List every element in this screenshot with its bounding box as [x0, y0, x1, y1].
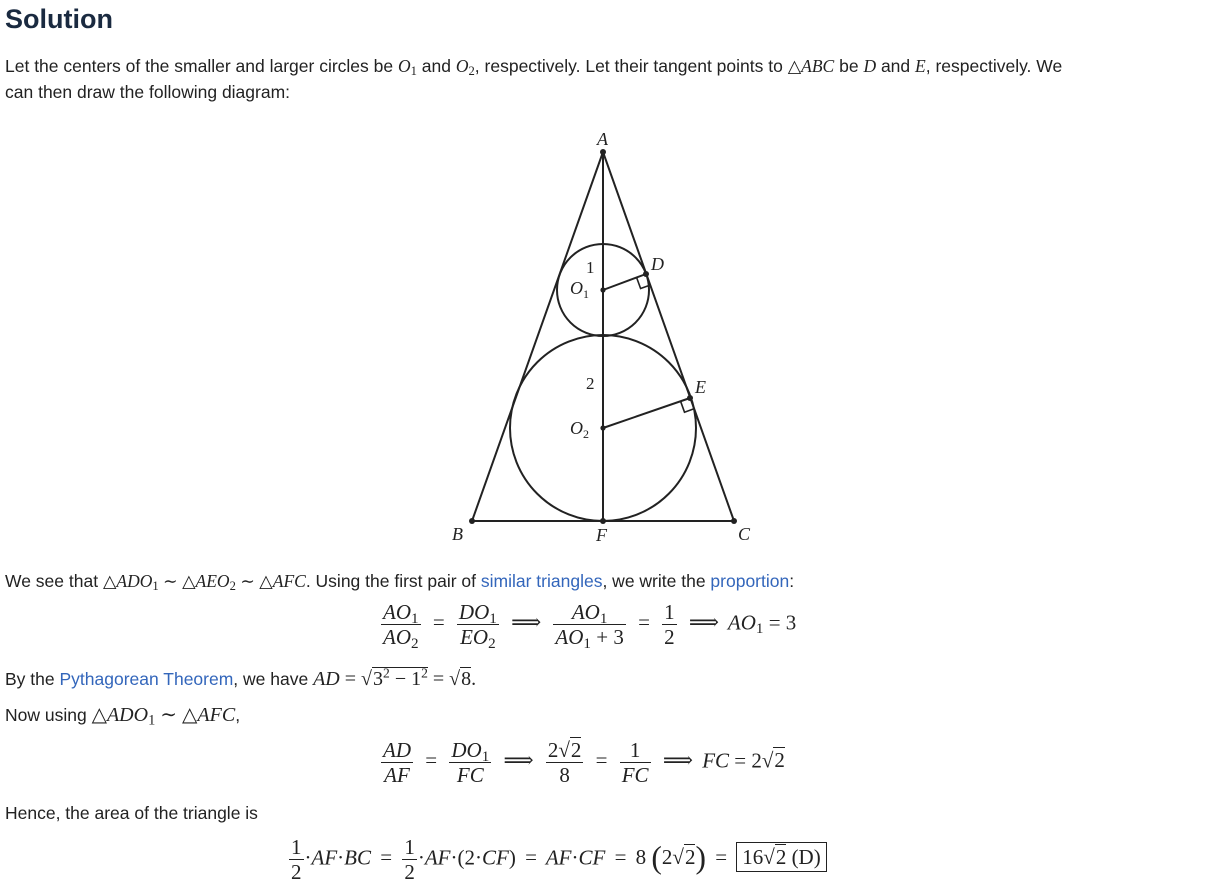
label-o2: $O_2$	[570, 418, 589, 441]
label-c: C	[738, 524, 751, 544]
intro-line-2: can then draw the following diagram:	[5, 82, 291, 102]
similar-triangles-line: We see that $\triangle ADO_1$ ∼ $\triangle AEO_2$ ∼ △AFC. Using the first pair of similar triangles, we write the proportion:	[5, 571, 795, 594]
point-f	[600, 518, 606, 524]
label-b: B	[452, 524, 463, 544]
point-o1	[600, 287, 605, 292]
point-d	[643, 271, 649, 277]
hence-line: Hence, the area of the triangle is	[5, 803, 258, 823]
second-proportion-equation: $\frac{AD}{AF}$ = $\frac{DO_1}{FC}$ ⟹ $\frac{2√2}{8}$ = $\frac{1}{FC}$ ⟹ FC = 2√2	[383, 738, 785, 787]
label-a: A	[597, 129, 608, 149]
proportion-equation: $\frac{AO_1}{AO_2}$ = $\frac{DO_1}{EO_2}$ ⟹ $\frac{AO_1}{AO_1 + 3}$ = $\frac{1}{2}$ ⟹ $AO_1 = 3$	[383, 600, 797, 652]
point-a	[600, 149, 606, 155]
label-d: D	[651, 254, 664, 274]
now-using-line: Now using $\triangle ADO_1$ ∼ △AFC,	[5, 704, 241, 729]
intro-paragraph	[5, 53, 1062, 105]
label-f: F	[596, 525, 607, 545]
final-answer-box: 16√2 (D)	[736, 842, 826, 872]
label-radius-1: 1	[586, 258, 595, 277]
point-e	[687, 395, 693, 401]
label-e: E	[695, 377, 706, 397]
geometry-diagram	[440, 125, 770, 550]
solution-heading: Solution	[5, 4, 113, 34]
intro-line-1: Let the centers of the smaller and larger circles be $O_1$ and $O_2$, respectively. Let their tangent points to △ABC be D and E, respectively. We	[5, 56, 1063, 79]
pythagorean-theorem-link[interactable]: Pythagorean Theorem	[59, 669, 234, 689]
point-b	[469, 518, 475, 524]
point-o2	[600, 425, 605, 430]
radius-o2e	[603, 398, 690, 428]
proportion-link[interactable]: proportion	[710, 571, 790, 591]
similar-triangles-link[interactable]: similar triangles	[480, 571, 603, 591]
area-equation: $\frac{1}{2}$ ·AF·BC = $\frac{1}{2}$ ·AF·(2·CF) = AF·CF = 8 (2√2) = 16√2 (D)	[288, 835, 827, 884]
label-o1: $O_1$	[570, 278, 589, 301]
point-c	[731, 518, 737, 524]
pythagorean-line: By the Pythagorean Theorem, we have AD = $√3^2 - 1^2 = √8$.	[5, 665, 477, 690]
label-radius-2: 2	[586, 374, 595, 393]
